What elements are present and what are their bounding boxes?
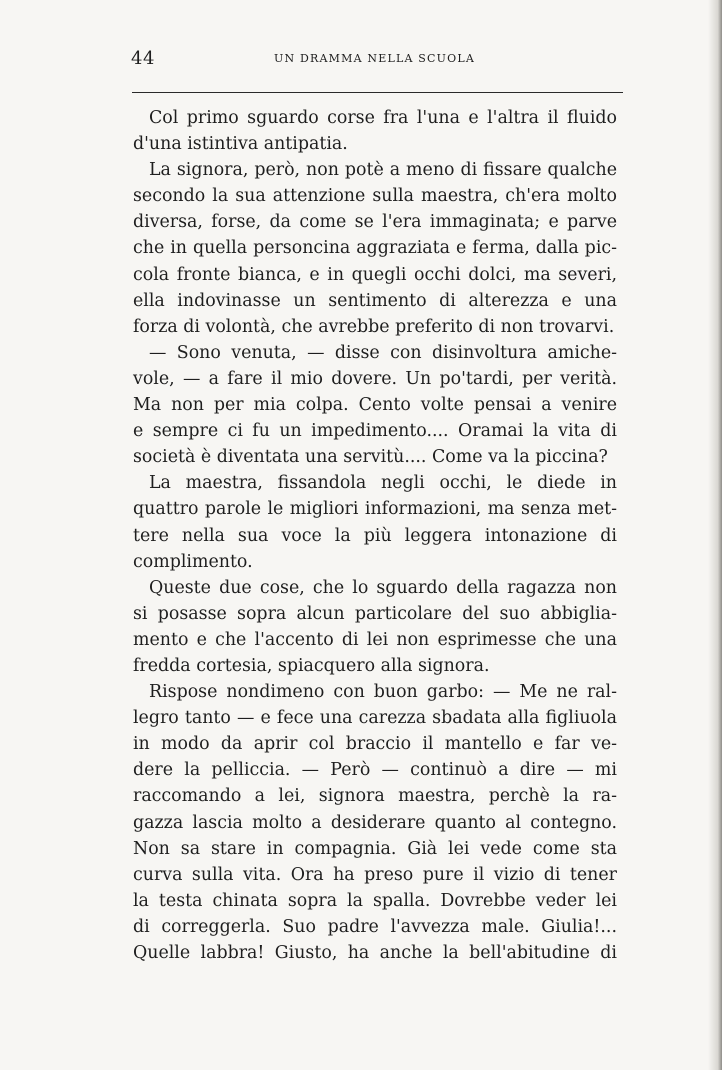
text-line: di correggerla. Suo padre l'avvezza male. Giulia!...: [133, 916, 617, 937]
text-line: dere la pelliccia. — Però — continuò a dire — mi: [133, 760, 617, 781]
text-line: Col primo sguardo corse fra l'una e l'altra il fluido: [149, 108, 617, 128]
body-text: [133, 105, 617, 966]
text-line: diversa, forse, da come se l'era immaginata; e parve: [133, 212, 617, 233]
text-line: La signora, però, non potè a meno di fissare qualche: [149, 160, 617, 181]
page-edge-shadow: [708, 0, 722, 1070]
text-line: Queste due cose, che lo sguardo della ragazza non: [149, 577, 617, 598]
text-line: Non sa stare in compagnia. Già lei vede come sta: [133, 838, 617, 859]
text-line: Rispose nondimeno con buon garbo: — Me ne ral-: [149, 682, 617, 703]
text-line: fredda cortesia, spiacquero alla signora.: [133, 655, 490, 676]
text-line: — Sono venuta, — disse con disinvoltura amiche-: [149, 342, 617, 363]
text-line: secondo la sua attenzione sulla maestra, ch'era molto: [133, 186, 617, 207]
text-line: vole, — a fare il mio dovere. Un po'tardi, per verità.: [133, 368, 617, 389]
text-line: legro tanto — e fece una carezza sbadata alla figliuola: [133, 708, 617, 729]
text-line: società è diventata una servitù.... Come va la piccina?: [133, 447, 608, 468]
text-line: la testa chinata sopra la spalla. Dovrebbe veder lei: [133, 890, 617, 911]
text-line: forza di volontà, che avrebbe preferito di non trovarvi.: [133, 316, 615, 337]
text-line: in modo da aprir col braccio il mantello e far ve-: [133, 734, 617, 755]
text-line: Quelle labbra! Giusto, ha anche la bell'abitudine di: [133, 943, 617, 963]
page-header: [131, 48, 623, 72]
text-line: e sempre ci fu un impedimento.... Oramai la vita di: [133, 421, 617, 442]
header-rule: [132, 92, 623, 93]
text-line: La maestra, fissandola negli occhi, le diede in: [149, 473, 617, 494]
text-line: quattro parole le migliori informazioni, ma senza met-: [133, 499, 617, 520]
text-line: curva sulla vita. Ora ha preso pure il vizio di tener: [133, 864, 617, 885]
text-line: tere nella sua voce la più leggera intonazione di: [133, 525, 617, 546]
text-line: mento e che l'accento di lei non esprimesse che una: [133, 629, 617, 650]
text-line: d'una istintiva antipatia.: [133, 134, 348, 155]
running-head: UN DRAMMA NELLA SCUOLA: [274, 52, 475, 65]
page-number: 44: [131, 48, 155, 69]
text-line: complimento.: [133, 551, 253, 572]
text-line: si posasse sopra alcun particolare del suo abbiglia-: [133, 603, 617, 624]
text-line: ella indovinasse un sentimento di alterezza e una: [133, 290, 617, 311]
text-line: raccomando a lei, signora maestra, perchè la ra-: [133, 786, 617, 807]
text-line: gazza lascia molto a desiderare quanto al contegno.: [133, 812, 617, 833]
text-line: Ma non per mia colpa. Cento volte pensai a venire: [133, 395, 617, 416]
text-line: cola fronte bianca, e in quegli occhi dolci, ma severi,: [133, 264, 617, 285]
text-line: che in quella personcina aggraziata e ferma, dalla pic-: [133, 238, 617, 259]
